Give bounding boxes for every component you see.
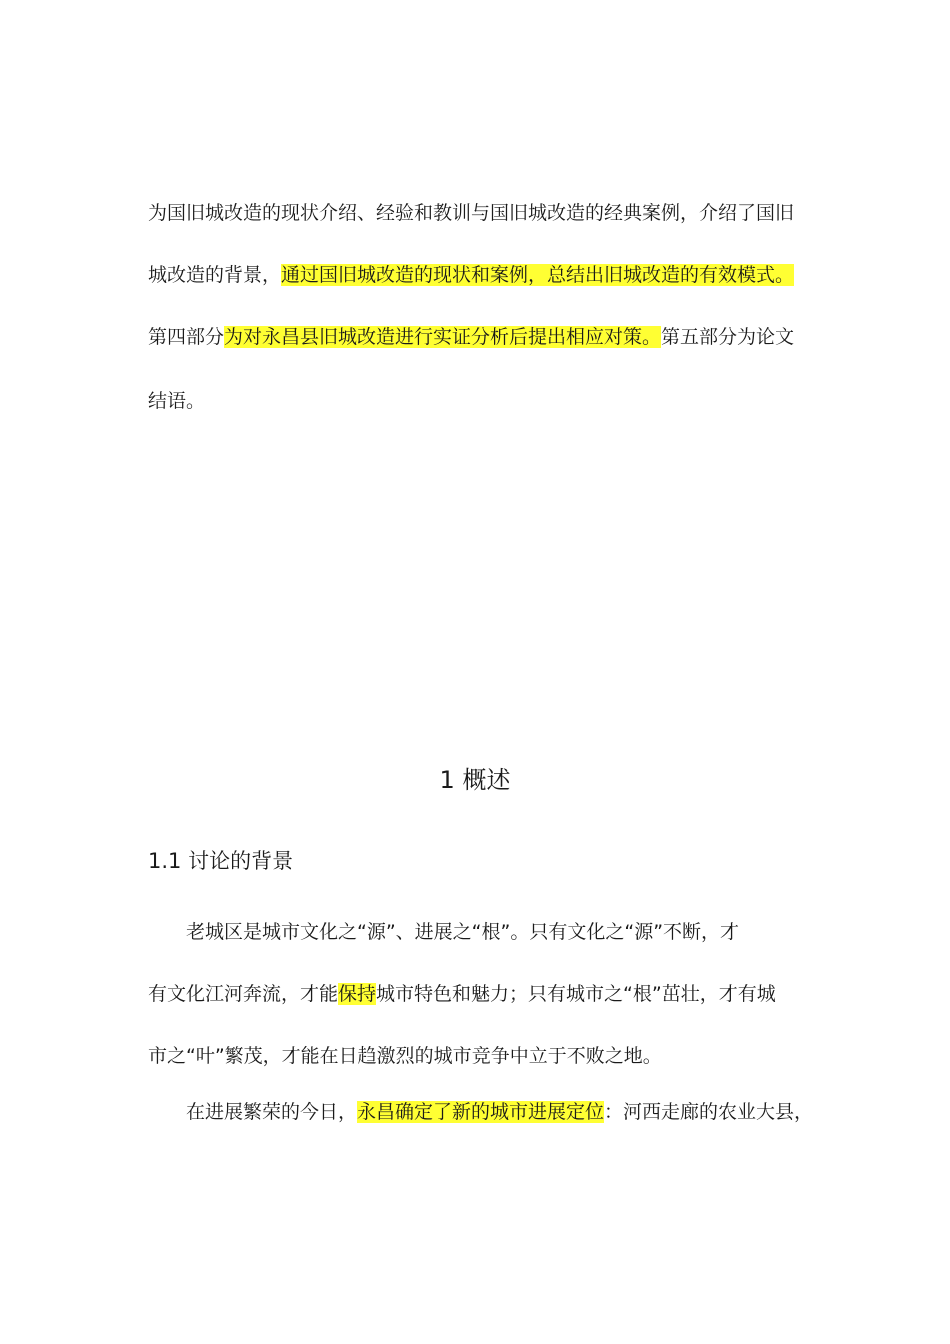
body-paragraph-1-line-3: [148, 1043, 662, 1069]
intro-line-4: [148, 388, 205, 414]
body-text: ：河西走廊的农业大县，: [604, 1101, 814, 1123]
intro-text: 城改造的背景，: [148, 264, 282, 286]
highlighted-text: 永昌确定了新的城市进展定位: [357, 1101, 605, 1123]
body-text: 城市特色和魅力；只有城市之“根”茁壮，才有城: [376, 983, 776, 1005]
intro-text: 第五部分为论文: [661, 326, 795, 348]
body-text: 在进展繁荣的今日，: [186, 1101, 358, 1123]
intro-text: 为国旧城改造的现状介绍、经验和教训与国旧城改造的经典案例，介绍了国旧: [148, 202, 795, 224]
highlighted-text: 保持: [338, 983, 377, 1005]
intro-line-2: [148, 262, 794, 288]
highlighted-text: 通过国旧城改造的现状和案例，总结出旧城改造的有效模式。: [281, 264, 795, 286]
section-heading: 1.1 讨论的背景: [148, 849, 294, 873]
body-text: 老城区是城市文化之“源”、进展之“根”。只有文化之“源”不断，才: [186, 921, 740, 943]
intro-text: 第四部分: [148, 326, 225, 348]
body-text: 市之“叶”繁茂，才能在日趋激烈的城市竞争中立于不败之地。: [148, 1045, 662, 1067]
body-text: 有文化江河奔流，才能: [148, 983, 339, 1005]
highlighted-text: 为对永昌县旧城改造进行实证分析后提出相应对策。: [224, 326, 662, 348]
intro-line-1: [148, 200, 794, 226]
chapter-heading: 1 概述: [439, 766, 511, 794]
intro-line-3: [148, 324, 794, 350]
body-paragraph-1-line-2: [148, 981, 776, 1007]
body-paragraph-2-line-1: [186, 1099, 813, 1125]
body-paragraph-1-line-1: [186, 919, 739, 945]
intro-text: 结语。: [148, 390, 206, 412]
